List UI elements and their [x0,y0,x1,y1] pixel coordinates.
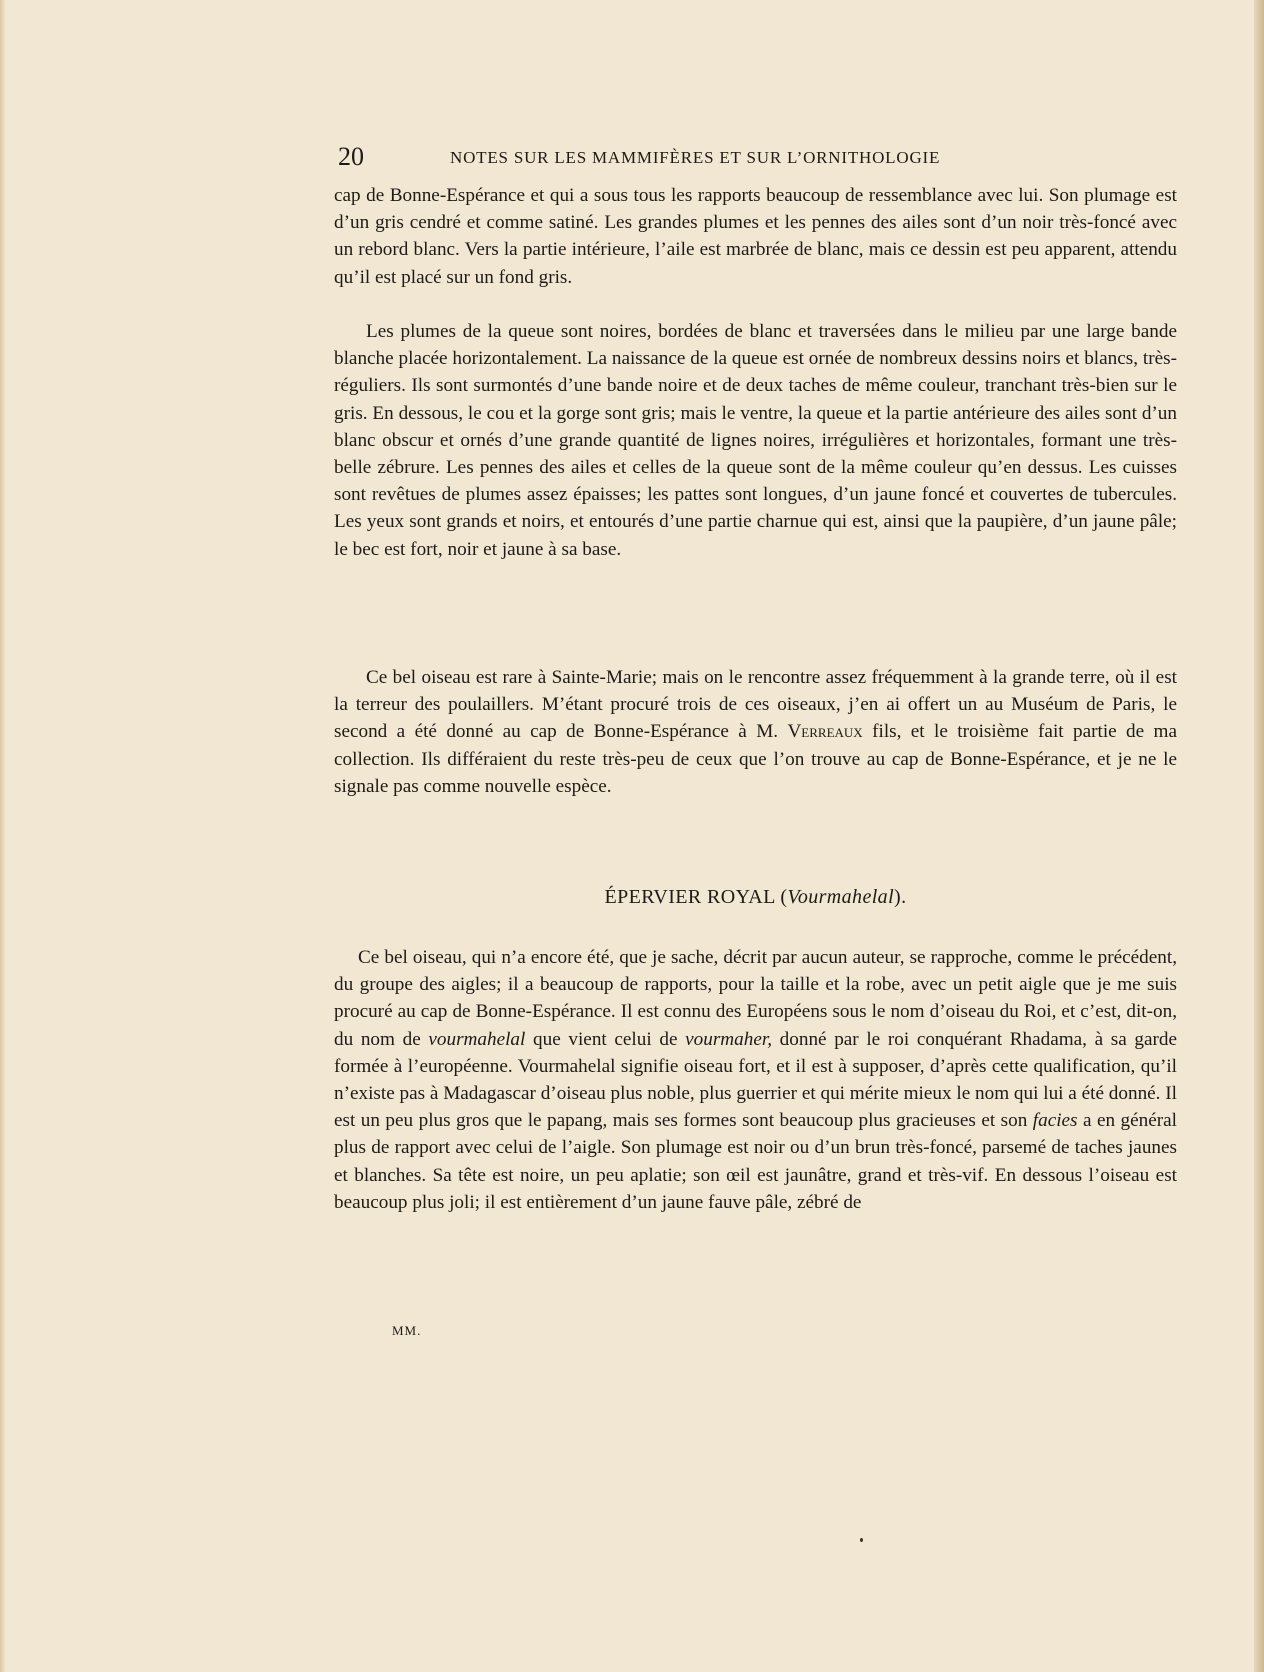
section-title-main: ÉPERVIER ROYAL [604,886,775,908]
paragraph-epervier-text-1: Ce bel oiseau, qui n’a encore été, que je sache, décrit par aucun auteur, se rapproche, comme le précédent, du groupe des aigles; il a beaucoup de rapports, pour la taille et la robe, avec un petit aigle que je me suis procuré au cap de Bonne-Espérance. Il est connu des Européens sous le nom d’oiseau du Roi, et c’est, dit-on, du nom de [334,947,1177,1050]
paragraph-epervier-text-4: a en général plus de rapport avec celui de l’aigle. Son plumage est noir ou d’un brun très-foncé, parsemé de taches jaunes et blanches. Sa tête est noire, un peu aplatie; son œil est jaunâtre, grand et très-vif. En dessous l’oiseau est beaucoup plus joli; il est entièrement d’un jaune fauve pâle, zébré de [334,1110,1178,1213]
paragraph-epervier-text-3: donné par le roi conquérant Rhadama, à sa garde formée à l’européenne. Vourmahelal signifie oiseau fort, et il est à supposer, d’après cette qualification, qu’il n’existe pas à Madagascar d’oiseau plus noble, plus guerrier et qui mérite mieux le nom qui lui a été donné. Il est un peu plus gros que le papang, mais ses formes sont beaucoup plus gracieuses et son [334,1028,1178,1132]
section-title: ÉPERVIER ROYAL (Vourmahelal). [604,886,907,908]
page-right-edge [1254,0,1264,1672]
person-name-verreaux: Verreaux [787,721,863,743]
paragraph-continuation: cap de Bonne-Espérance et qui a sous tous les rapports beaucoup de ressemblance avec lui. Son plumage est d’un gris cendré et comme satiné. Les grandes plumes et les pennes des ailes sont d’un noir très-foncé avec un rebord blanc. Vers la partie intérieure, l’aile est marbrée de blanc, mais ce dessin est peu apparent, attendu qu’il est placé sur un fond gris. [334,185,1177,288]
section-title-native-name: Vourmahelal [787,886,895,908]
paragraph-epervier-text-2: que vient celui de [533,1028,678,1050]
running-head: NOTES SUR LES MAMMIFÈRES ET SUR L’ORNITHOLOGIE [450,148,941,167]
page-header [338,140,1018,174]
paragraph-sainte-marie-text-2: fils, et le troisième fait partie de ma collection. Ils différaient du reste très-peu de ceux que l’on trouve au cap de Bonne-Espérance, et je ne le signale pas comme nouvelle espèce. [334,721,1177,797]
paragraph-tail-feathers: Les plumes de la queue sont noires, bordées de blanc et traversées dans le milieu par une large bande blanche placée horizontalement. La naissance de la queue est ornée de nombreux dessins noirs et blancs, très-réguliers. Ils sont surmontés d’une bande noire et de deux taches de même couleur, tranchant très-bien sur le gris. En dessous, le cou et la gorge sont gris; mais le ventre, la queue et la partie antérieure des ailes sont d’un blanc obscur et ornés d’une grande quantité de lignes noires, irrégulières et horizontales, formant une très-belle zébrure. Les pennes des ailes et celles de la queue sont de la même couleur qu’en dessus. Les cuisses sont revêtues de plumes assez épaisses; les pattes sont longues, d’un jaune foncé et couvertes de tubercules. Les yeux sont grands et noirs, et entourés d’une partie charnue qui est, ainsi que la paupière, d’un jaune pâle; le bec est fort, noir et jaune à sa base. [334,321,1177,560]
term-facies: facies [1032,1110,1078,1132]
paragraph-sainte-marie [334,664,1177,800]
page-left-edge [0,0,6,1672]
signature-mark: MM. [392,1323,422,1338]
ink-speck [860,1538,863,1542]
paragraph-epervier-royal [334,944,1177,1216]
paragraph-sainte-marie-text-1: Ce bel oiseau est rare à Sainte-Marie; mais on le rencontre assez fréquemment à la grande terre, où il est la terreur des poulaillers. M’étant procuré trois de ces oiseaux, j’en ai offert un au Muséum de Paris, le second a été donné au cap de Bonne-Espérance à M. [334,667,1177,743]
page-number: 20 [338,142,364,171]
term-vourmaher: vourmaher, [685,1028,772,1050]
term-vourmahelal: vourmahelal [428,1028,526,1050]
